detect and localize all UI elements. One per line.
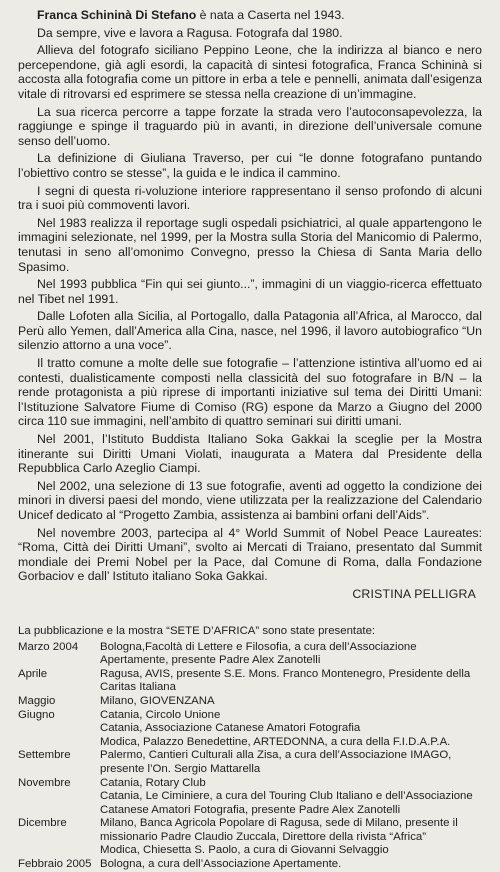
presentation-date: Aprile	[18, 667, 48, 680]
presentation-date: Settembre	[18, 749, 71, 762]
presentations-table	[18, 641, 482, 872]
presentation-venue: Bologna,Facoltà di Lettere e Filosofia, a cura dell’Associazione Apertamente, presente Padre Alex Zanotelli	[100, 640, 417, 667]
presentation-venue: Catania, Rotary Club	[100, 776, 206, 789]
presentations-intro: La pubblicazione e la mostra “SETE D’AFRICA” sono state presentate:	[18, 624, 376, 637]
bio-paragraph: La definizione di Giuliana Traverso, per cui “le donne fotografano puntando l’obiettivo contro se stesse”, la guida e le indica il cammino.	[18, 151, 482, 180]
presentation-date: Maggio	[18, 694, 56, 707]
presentation-venues	[100, 858, 482, 872]
bio-paragraph	[18, 8, 482, 23]
presentation-venue: Modica, Palazzo Benedettine, ARTEDONNA, a cura della F.I.D.A.P.A.	[100, 735, 451, 748]
bio-paragraph: Il tratto comune a molte delle sue fotografie – l’attenzione istintiva all’uomo ed ai contesti, dualisticamente composti nella classicità del suo fotografare in B/N – la rende protagonista a più riprese di importanti iniziative sul tema dei Diritti Umani: l’Istituzione Salvatore Fiume di Comiso (RG) espone da Marzo a Giugno del 2000 circa 110 sue immagini, nell’ambito di quattro seminari sui diritti umani.	[18, 356, 482, 429]
presentation-venues	[100, 695, 482, 709]
presentation-venue: Milano, Banca Agricola Popolare di Ragusa, sede di Milano, presente il missionario Padre Claudio Zuccala, Direttore della rivista “Africa”	[100, 817, 458, 843]
presentation-date: Novembre	[18, 776, 71, 789]
presentation-venue: Catania, Le Ciminiere, a cura del Touring Club Italiano e dell’Associazione Catanese Amatori Fotografia, presente Padre Alex Zanotelli	[100, 790, 473, 816]
bio-paragraph: La sua ricerca percorre a tappe forzate la strada vero l’autoconsapevolezza, la raggiunge e spinge il traguardo più in avanti, in direzione dell’universale comune senso dell’uomo.	[18, 104, 482, 148]
presentation-date: Giugno	[18, 708, 55, 721]
presentation-venue: Catania, Associazione Catanese Amatori Fotografia	[100, 722, 361, 735]
bio-paragraph: I segni di questa ri-voluzione interiore rappresentano il senso profondo di alcuni tra i suoi più commoventi lavori.	[18, 183, 482, 213]
presentation-venue: Catania, Circolo Unione	[100, 708, 221, 721]
presentation-row	[18, 668, 482, 695]
artist-name: Franca Schininà Di Stefano	[37, 8, 197, 22]
presentation-row	[18, 695, 482, 709]
presentation-venues	[100, 817, 482, 858]
presentation-venues	[100, 709, 482, 750]
presentation-venues	[100, 749, 482, 776]
presentation-row	[18, 749, 482, 776]
bio-paragraph: Dalle Lofoten alla Sicilia, al Portogallo, dalla Patagonia all’Africa, al Marocco, dal Perù allo Yemen, dall’America alla Cina, nasce, nel 1996, il lavoro autobiografico “Un silenzio attorno a una voce”.	[18, 309, 482, 353]
presentation-row	[18, 709, 482, 750]
presentation-row	[18, 641, 482, 668]
bio-paragraph: Nel 1983 realizza il reportage sugli ospedali psichiatrici, al quale appartengono le immagini selezionate, nel 1999, per la Mostra sulla Storia del Manicomio di Palermo, tenutasi in seno all’omonimo Convegno, presso la Chiesa di Santa Maria dello Spasimo.	[18, 215, 482, 274]
presentation-venue: Palermo, Cantieri Culturali alla Zisa, a cura dell’Associazione IMAGO, presente l’On. Sergio Mattarella	[100, 749, 452, 775]
presentation-venue: Modica, Chiesetta S. Paolo, a cura di Giovanni Selvaggio	[100, 844, 389, 857]
presentation-row	[18, 858, 482, 872]
bio-paragraph: Nel novembre 2003, partecipa al 4° World Summit of Nobel Peace Laureates: “Roma, Città dei Diritti Umani”, svolto ai Mercati di Traiano, presentato dal Summit mondiale dei Premi Nobel per la Pace, dal Comune di Roma, dalla Fondazione Gorbaciov e dall’ Istituto italiano Soka Gakkai.	[18, 525, 482, 584]
bio-paragraph: Allieva del fotografo siciliano Peppino Leone, che la indirizza al bianco e nero percependone, già agli esordi, la capacità di sintesi fotografica, Franca Schininà si accosta alla fotografia come un pittore in erba a tele e pennelli, animata dall’esigenza vitale di ritrovarsi ed esprimere se stessa nella creazione di un’immagine.	[18, 43, 482, 101]
presentation-venues	[100, 641, 482, 668]
bio-paragraph: Da sempre, vive e lavora a Ragusa. Fotografa dal 1980.	[37, 25, 343, 40]
presentation-venue: Milano, GIOVENZANA	[100, 694, 215, 707]
presentation-row	[18, 777, 482, 818]
bio-paragraph: Nel 1993 pubblica “Fin qui sei giunto...”, immagini di un viaggio-ricerca effettuato nel Tibet nel 1991.	[18, 277, 482, 306]
author-signature: CRISTINA PELLIGRA	[352, 586, 476, 601]
bio-paragraph: Nel 2002, una selezione di 13 sue fotografie, aventi ad oggetto la condizione dei minori in diversi paesi del mondo, viene utilizzata per la realizzazione del Calendario Unicef dedicato al “Progetto Zambia, assistenza ai bambini orfani dell’Aids”.	[18, 478, 482, 522]
presentation-venue: Ragusa, AVIS, presente S.E. Mons. Franco Montenegro, Presidente della Caritas Italiana	[100, 667, 471, 694]
presentation-venues	[100, 777, 482, 818]
biography	[18, 8, 482, 584]
bio-text: è nata a Caserta nel 1943.	[196, 8, 345, 22]
presentation-date: Dicembre	[18, 817, 67, 830]
bio-paragraph: Nel 2001, l’Istituto Buddista Italiano Soka Gakkai la sceglie per la Mostra itinerante sui Diritti Umani Violati, inaugurata a Matera dal Presidente della Repubblica Carlo Azeglio Ciampi.	[18, 432, 482, 476]
presentation-venues	[100, 668, 482, 695]
presentation-row	[18, 817, 482, 858]
presentation-date: Febbraio 2005	[18, 858, 92, 871]
presentation-venue: Bologna, a cura dell’Associazione Apertamente.	[100, 858, 342, 871]
presentation-date: Marzo 2004	[18, 640, 79, 653]
